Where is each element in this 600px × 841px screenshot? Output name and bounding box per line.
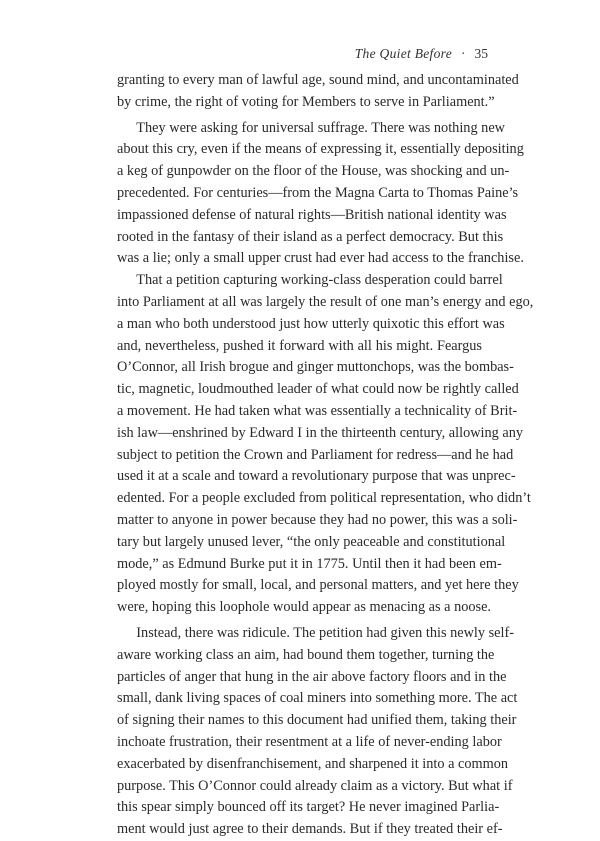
paragraph — [117, 118, 524, 271]
body-text — [117, 70, 534, 841]
text-line: ish law—enshrined by Edward I in the thirteenth century, allowing any — [117, 424, 524, 441]
paragraph — [117, 270, 534, 619]
text-line: particles of anger that hung in the air above factory floors and in the — [117, 668, 507, 685]
text-line: rooted in the fantasy of their island as a perfect democracy. But this — [117, 228, 504, 245]
text-line: and, nevertheless, pushed it forward with all his might. Feargus — [117, 337, 482, 354]
text-line: by crime, the right of voting for Members to serve in Parliament.” — [117, 93, 495, 110]
text-line: purpose. This O’Connor could already claim as a victory. But what if — [117, 777, 513, 794]
text-line: used it at a scale and toward a revolutionary purpose that was unprec- — [117, 468, 516, 485]
text-line: O’Connor, all Irish brogue and ginger muttonchops, was the bombas- — [117, 359, 514, 376]
text-line: ment would just agree to their demands. But if they treated their ef- — [117, 821, 503, 838]
text-line: impassioned defense of natural rights—British national identity was — [117, 206, 507, 223]
text-line: a movement. He had taken what was essentially a technicality of Brit- — [117, 402, 518, 419]
text-line: tic, magnetic, loudmouthed leader of what could now be rightly called — [117, 381, 519, 398]
running-head-title: The Quiet Before — [354, 46, 452, 61]
paragraph — [117, 70, 519, 114]
paragraph — [117, 623, 518, 841]
text-line: mode,” as Edmund Burke put it in 1775. Until then it had been em- — [117, 555, 502, 572]
text-line: a man who both understood just how utterly quixotic this effort was — [117, 315, 505, 332]
text-line: aware working class an aim, had bound them together, turning the — [117, 646, 495, 663]
running-head-separator: · — [461, 46, 466, 61]
text-line: of signing their names to this document had unified them, taking their — [117, 712, 517, 729]
text-line: was a lie; only a small upper crust had ever had access to the franchise. — [117, 250, 524, 267]
page-number: 35 — [474, 46, 488, 61]
text-line: were, hoping this loophole would appear as menacing as a noose. — [117, 599, 492, 616]
text-line: subject to petition the Crown and Parliament for redress—and he had — [117, 446, 514, 463]
text-line: ployed mostly for small, local, and personal matters, and yet here they — [117, 577, 519, 594]
text-line: matter to anyone in power because they had no power, this was a soli- — [117, 511, 518, 528]
text-line: about this cry, even if the means of expressing it, essentially depositing — [117, 141, 524, 158]
text-line: a keg of gunpowder on the floor of the House, was shocking and un- — [117, 163, 510, 180]
text-line: inchoate frustration, their resentment at a life of never-ending labor — [117, 733, 502, 750]
text-line: small, dank living spaces of coal miners into something more. The act — [117, 690, 518, 707]
text-line: They were asking for universal suffrage. There was nothing new — [136, 119, 505, 136]
text-line: That a petition capturing working-class desperation could barrel — [136, 272, 503, 289]
text-line: granting to every man of lawful age, sound mind, and uncontaminated — [117, 72, 519, 88]
text-line: into Parliament at all was largely the result of one man’s energy and ego, — [117, 293, 534, 310]
running-head — [355, 46, 488, 62]
text-line: edented. For a people excluded from political representation, who didn’t — [117, 490, 531, 507]
text-line: tary but largely unused lever, “the only peaceable and constitutional — [117, 533, 506, 550]
text-line: this spear simply bounced off its target? He never imagined Parlia- — [117, 799, 500, 816]
text-line: exacerbated by disenfranchisement, and sharpened it into a common — [117, 755, 509, 772]
text-line: Instead, there was ridicule. The petition had given this newly self- — [136, 624, 514, 641]
text-line: precedented. For centuries—from the Magna Carta to Thomas Paine’s — [117, 184, 519, 201]
